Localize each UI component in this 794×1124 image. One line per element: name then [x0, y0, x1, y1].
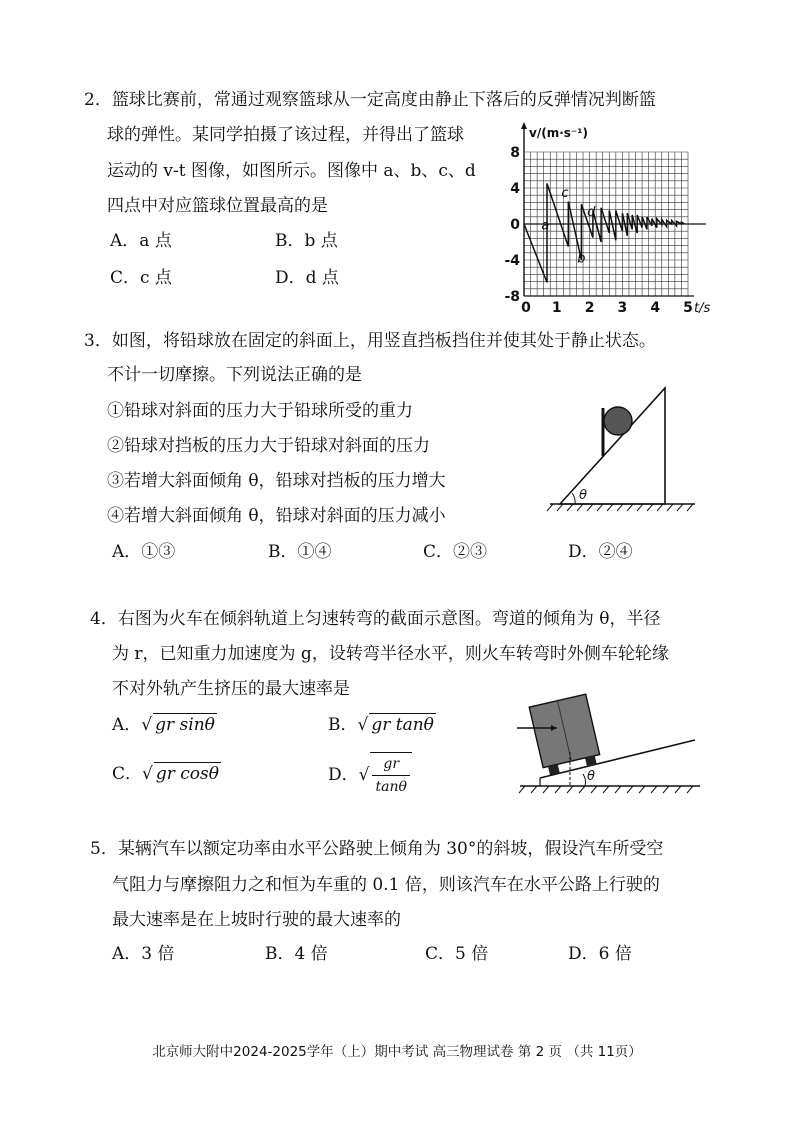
- q3-line-2: 不计一切摩擦。下列说法正确的是: [107, 365, 362, 385]
- q4-option-d: D．√ $\frac{gr}{\tan\theta}$: [328, 752, 412, 798]
- q4-line-2: 为 r，已知重力加速度为 g，设转弯半径水平，则火车转弯时外侧车轮轮缘: [112, 644, 669, 664]
- q4-option-a-expr: gr sinθ: [155, 715, 215, 735]
- q2-option-a: A．a 点: [110, 231, 172, 251]
- chart-axes: [521, 122, 706, 296]
- q2-line-1: 2．篮球比赛前，常通过观察篮球从一定高度由静止下落后的反弹情况判断篮: [84, 90, 656, 110]
- x-tick-label: 3: [617, 300, 628, 316]
- q2-option-c: C．c 点: [110, 268, 172, 288]
- q3-statement-3: ③若增大斜面倾角 θ，铅球对挡板的压力增大: [107, 471, 446, 491]
- q2-option-b: B．b 点: [275, 231, 338, 251]
- y-tick-label: -8: [504, 289, 520, 305]
- q4-option-b-expr: gr tanθ: [371, 715, 434, 735]
- theta-label: θ: [579, 488, 587, 503]
- y-axis-arrow: [521, 122, 527, 129]
- q3-line-1: 3．如图，将铅球放在固定的斜面上，用竖直挡板挡住并使其处于静止状态。: [84, 331, 656, 351]
- q4-option-d-prefix: D．: [328, 765, 359, 785]
- q5-line-3: 最大速率是在上坡时行驶的最大速率的: [112, 910, 401, 930]
- q3-option-b: B．①④: [268, 542, 332, 562]
- q2-line-3: 运动的 v-t 图像，如图所示。图像中 a、b、c、d: [107, 161, 476, 181]
- q4-option-b-prefix: B．: [328, 715, 358, 735]
- x-tick-label: 5: [683, 300, 693, 316]
- q5-option-d: D．6 倍: [568, 944, 632, 964]
- q4-option-c: C．√ gr cosθ: [112, 764, 219, 784]
- q4-line-3: 不对外轨产生挤压的最大速率是: [112, 679, 350, 699]
- q3-option-c: C．②③: [423, 542, 488, 562]
- point-label-d: d: [587, 204, 596, 220]
- q3-option-d: D．②④: [568, 542, 633, 562]
- q4-option-c-expr: gr cosθ: [155, 764, 219, 784]
- y-axis-label: v/(m·s⁻¹): [529, 126, 588, 140]
- point-label-b: b: [577, 251, 586, 267]
- y-tick-label: 4: [510, 181, 520, 197]
- q4-option-b: B．√ gr tanθ: [328, 715, 434, 735]
- x-tick-label: 2: [584, 300, 595, 316]
- q5-line-1: 5．某辆汽车以额定功率由水平公路驶上倾角为 30°的斜坡，假设汽车所受空: [90, 839, 664, 859]
- q5-option-c: C．5 倍: [425, 944, 489, 964]
- q4-option-a: A．√ gr sinθ: [112, 715, 215, 735]
- q5-option-b: B．4 倍: [265, 944, 328, 964]
- q2-option-d: D．d 点: [275, 268, 339, 288]
- theta-label-2: θ: [587, 769, 595, 784]
- y-tick-label: 8: [510, 145, 520, 161]
- train-banked-track-figure: [515, 690, 705, 800]
- chart-labels: [504, 126, 710, 316]
- q4-option-c-prefix: C．: [112, 764, 143, 784]
- y-tick-label: 0: [510, 217, 520, 233]
- x-axis-label: t/s: [694, 301, 711, 316]
- q5-line-2: 气阻力与摩擦阻力之和恒为车重的 0.1 倍，则该汽车在水平公路上行驶的: [112, 875, 660, 895]
- q3-statement-1: ①铅球对斜面的压力大于铅球所受的重力: [107, 401, 413, 421]
- q2-line-2: 球的弹性。某同学拍摄了该过程，并得出了篮球: [107, 125, 464, 145]
- q4-option-a-prefix: A．: [112, 715, 142, 735]
- vt-chart: [500, 120, 715, 320]
- q4-option-d-denominator: tanθ: [375, 779, 407, 795]
- q3-statement-2: ②铅球对挡板的压力大于铅球对斜面的压力: [107, 436, 430, 456]
- q3-statement-4: ④若增大斜面倾角 θ，铅球对斜面的压力减小: [107, 506, 446, 526]
- q2-line-4: 四点中对应篮球位置最高的是: [107, 196, 328, 216]
- incline-ball-figure: [545, 380, 705, 515]
- x-tick-label: 4: [650, 300, 661, 316]
- point-label-a: a: [541, 218, 550, 234]
- q4-line-1: 4．右图为火车在倾斜轨道上匀速转弯的截面示意图。弯道的倾角为 θ，半径: [90, 609, 661, 629]
- q4-option-d-numerator: gr: [372, 753, 409, 776]
- point-label-c: c: [561, 186, 569, 201]
- page-footer: 北京师大附中2024-2025学年（上）期中考试 高三物理试卷 第 2 页 （共 11页）: [152, 1044, 642, 1060]
- x-tick-label: 1: [551, 300, 562, 316]
- q5-option-a: A．3 倍: [112, 944, 175, 964]
- y-tick-label: -4: [504, 253, 520, 269]
- q3-option-a: A．①③: [112, 542, 176, 562]
- x-tick-label: 0: [521, 300, 531, 316]
